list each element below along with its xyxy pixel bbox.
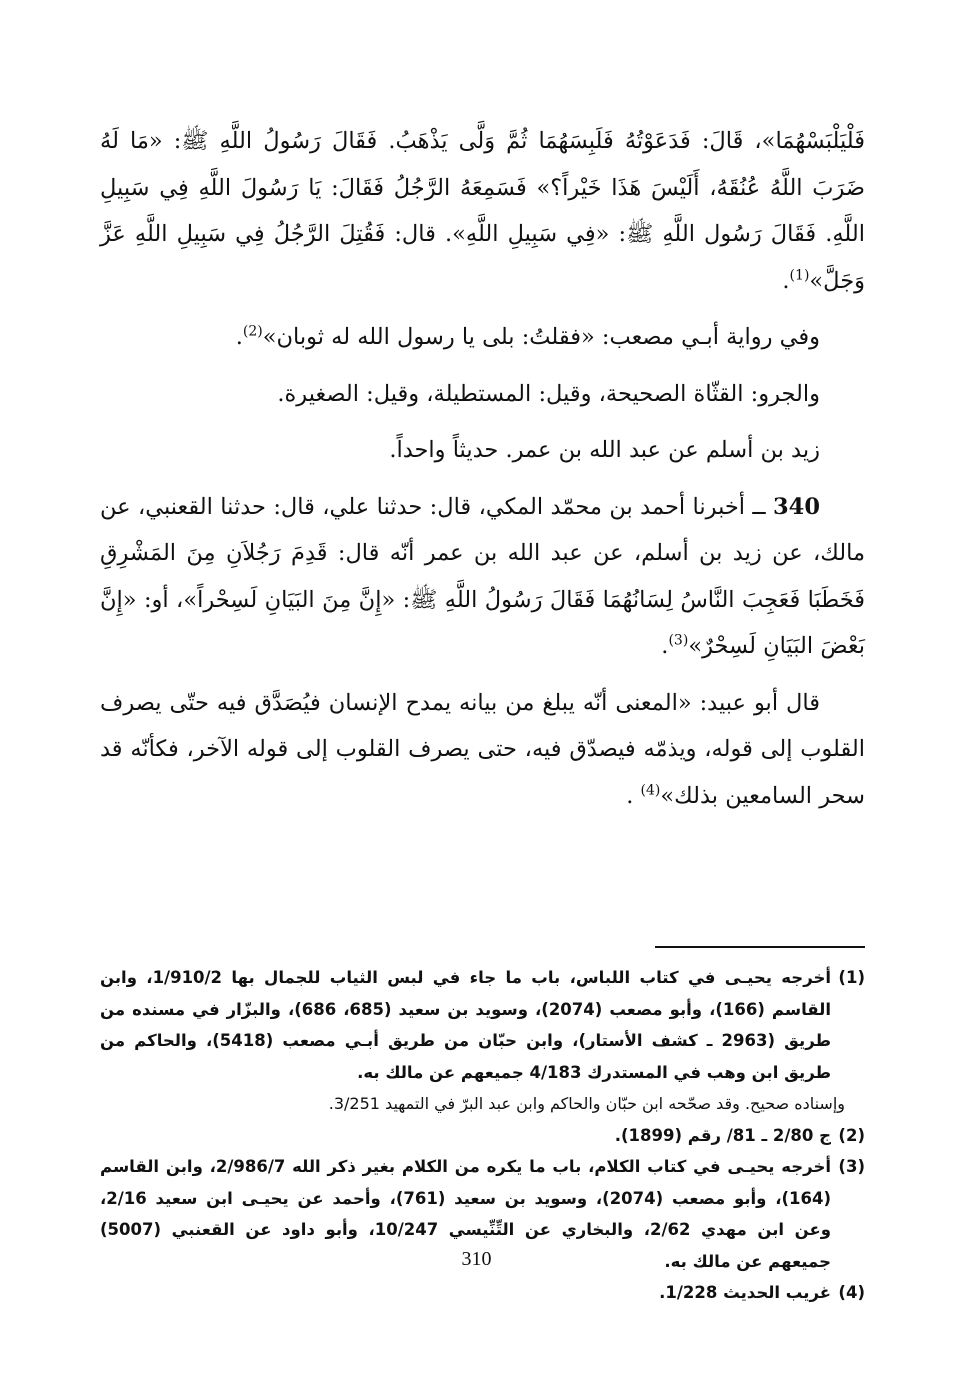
footnote-1-note: وإسناده صحيح. وقد صحّحه ابن حبّان والحاكم وابن عبد البرّ في التمهيد 3/251. (328, 1094, 845, 1113)
paragraph-end: . (235, 324, 243, 350)
footnote-text: غريب الحديث 1/228. (659, 1283, 831, 1302)
paragraph-definition (100, 371, 865, 418)
footnote-text: أخرجه يحيـى في كتاب الكلام، باب ما يكره من الكلام بغير ذكر الله 2/986/7، وابن القاسم (164)، وأبو مصعب (2074)، وسويد بن سعيد (761)، وأحمد عن يحيـى ابن سعيد 2/16، وعن ابن مهدي 2/62، والبخاري عن التِّنِّيسي 10/247، وأبو داود عن القعنبي (5007) جميعهم عن مالك به. (100, 1157, 832, 1271)
hadith-number: 340 (773, 493, 820, 520)
paragraph-text: وفي رواية أبـي مصعب: «فقلتُ: بلى يا رسول الله له ثوبان» (262, 324, 820, 350)
paragraph-text: فَلْيَلْبَسْهُمَا»، قَالَ: فَدَعَوْتُهُ فَلَبِسَهُمَا ثُمَّ وَلَّى يَذْهَبُ. فَقَالَ رَسُولُ اللَّهِ ﷺ: «مَا لَهُ ضَرَبَ اللَّهُ عُنُقَهُ، أَلَيْسَ هَذَا خَيْراً؟» فَسَمِعَهُ الرَّجُلُ فَقَالَ: يَا رَسُولَ اللَّهِ فِي سَبِيلِ اللَّهِ. فَقَالَ رَسُول اللَّهِ ﷺ: «فِي سَبِيلِ اللَّهِ». قال: فَقُتِلَ الرَّجُلُ فِي سَبِيلِ اللَّهِ عَزَّ وَجَلَّ» (100, 128, 865, 294)
footnote-number: (4) (838, 1283, 865, 1302)
paragraph-abu-ubaid (100, 680, 865, 820)
main-text (100, 118, 865, 819)
footnote-ref-2: (2) (242, 323, 263, 340)
paragraph-abu-musab-narration (100, 314, 865, 361)
footnote-1 (100, 962, 865, 1088)
paragraph-text: قال أبو عبيد: «المعنى أنّه يبلغ من بيانه يمدح الإنسان فيُصَدَّق فيه حتّى يصرف القلوب إلى قوله، ويذمّه فيصدّق فيه، حتى يصرف القلوب إلى قوله الآخر، فكأنّه قد سحر السامعين بذلك» (100, 689, 865, 809)
paragraph-text: والجرو: القثّاة الصحيحة، وقيل: المستطيلة، وقيل: الصغيرة. (277, 380, 820, 407)
footnote-separator (655, 946, 865, 948)
footnote-ref-1: (1) (789, 267, 810, 283)
paragraph-end: . (626, 782, 641, 809)
footnote-number: (2) (838, 1125, 865, 1145)
footnote-ref-4: (4) (640, 782, 661, 798)
footnote-number: (1) (838, 968, 865, 987)
paragraph-chain-heading (100, 427, 865, 474)
footnote-text: ج 2/80 ـ 81/ رقم (1899). (614, 1125, 831, 1145)
footnote-2 (100, 1120, 865, 1152)
paragraph-hadith-340 (100, 484, 865, 670)
paragraph-end: . (782, 267, 790, 294)
page-number: 310 (461, 1248, 492, 1270)
paragraph-end: . (661, 633, 669, 659)
footnote-ref-3: (3) (668, 632, 689, 649)
paragraph-hadith-continuation (100, 118, 865, 304)
paragraph-text: زيد بن أسلم عن عبد الله بن عمر. حديثاً واحداً. (389, 437, 820, 463)
footnote-4 (100, 1277, 865, 1309)
paragraph-text: ــ أخبرنا أحمد بن محمّد المكي، قال: حدثنا علي، قال: حدثنا القعنبي، عن مالك، عن زيد بن أسلم، عن عبد الله بن عمر أنّه قال: قَدِمَ رَجُلاَنِ مِنَ المَشْرِقِ فَخَطَبَا فَعَجِبَ النَّاسُ لِسَانُهُمَا فَقَالَ رَسُولُ اللَّهِ ﷺ: «إِنَّ مِنَ البَيَانِ لَسِحْراً»، أو: «إِنَّ بَعْضَ البَيَانِ لَسِحْرٌ» (100, 493, 865, 659)
footnote-number: (3) (838, 1157, 865, 1176)
footnote-text: أخرجه يحيـى في كتاب اللباس، باب ما جاء في لبس الثياب للجمال بها 1/910/2، وابن القاسم (166)، وأبو مصعب (2074)، وسويد بن سعيد (685، 686)، والبزّار في مسنده من طريق (2963 ـ كشف الأستار)، وابن حبّان من طريق أبـي مصعب (5418)، والحاكم من طريق ابن وهب في المستدرك 4/183 جميعهم عن مالك به. (100, 968, 832, 1082)
